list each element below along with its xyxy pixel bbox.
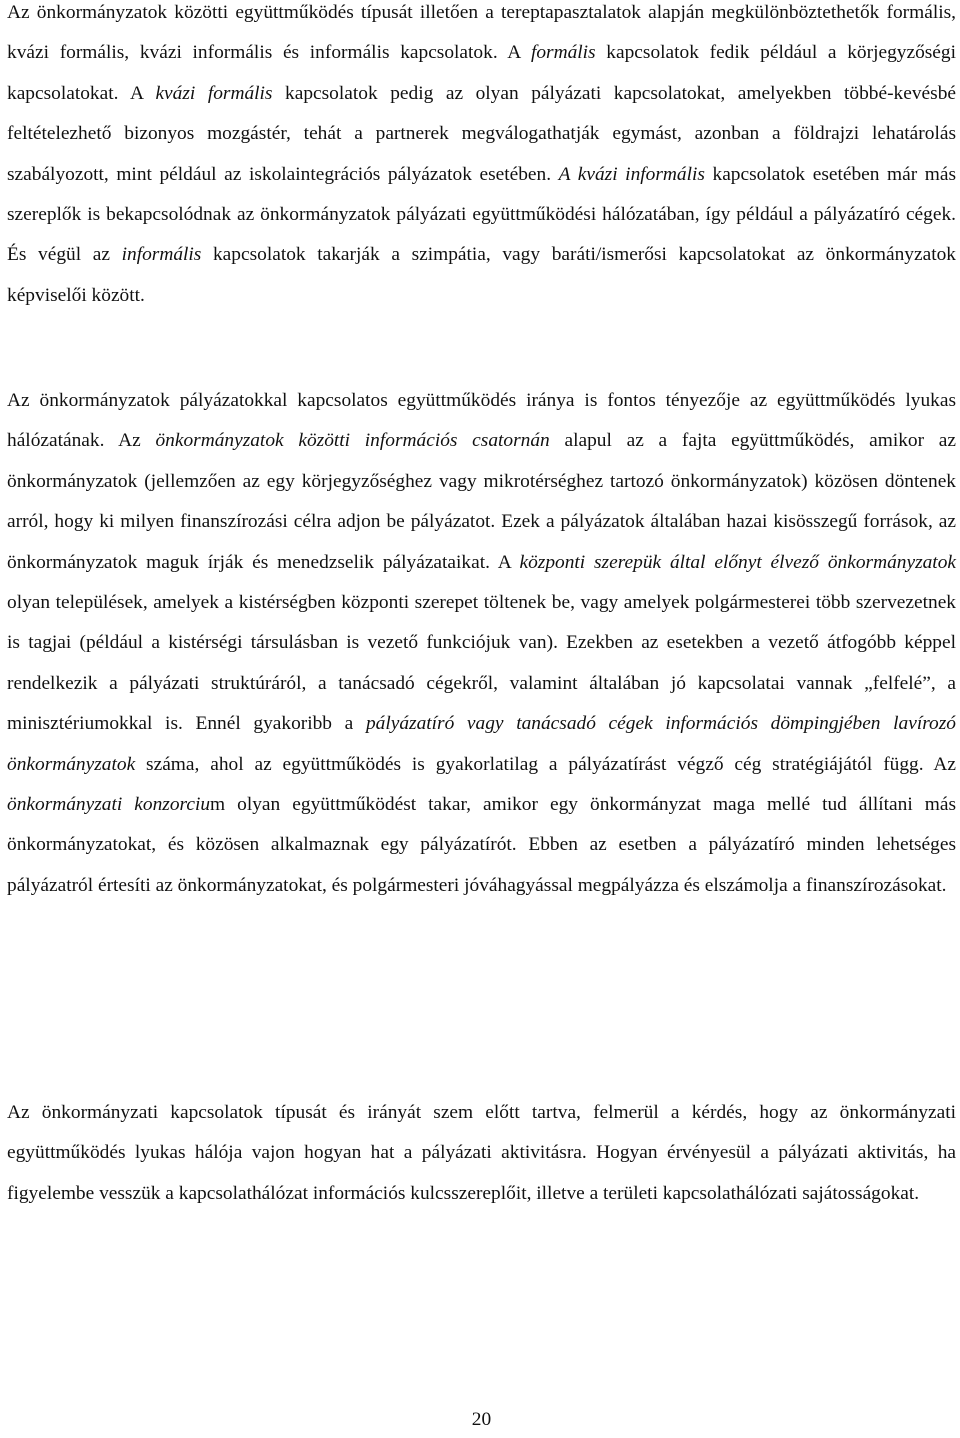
text-segment-italic: informális — [121, 244, 202, 266]
text-segment: száma, ahol az együttműködés is gyakorlatilag a pályázatírást végző cég stratégiájától függ. Az — [135, 753, 956, 775]
page-number: 20 — [471, 1409, 492, 1430]
text-segment: olyan települések, amelyek a kistérségben központi szerepet töltenek be, vagy amelyek polgármesterei több szervezetnek is tagjai (például a kistérségi társulásban is vezető funkciójuk van). Ezekben az esetekben a vezető átfogóbb képpel rendelkezik a pályázati struktúráról, a tanácsadó cégekről, valamint általában jó kapcsolatai vannak „felfelé”, a minisztériumokkal is. Ennél gyakoribb a — [7, 592, 956, 735]
text-segment: Az önkormányzati kapcsolatok típusát és irányát szem előtt tartva, felmerül a kérdés, hogy az önkormányzati együttműködés lyukas hálója vajon hogyan hat a pályázati aktivitásra. Hogyan érvényesül a pályázati aktivitás, ha figyelembe vesszük a kapcsolathálózat információs kulcsszereplőit, illetve a területi kapcsolathálózati sajátosságokat. — [7, 1102, 956, 1204]
text-segment-italic: kvázi formális — [155, 82, 273, 104]
text-segment-italic: pályázatíró vagy tanácsadó cégek információs dömpingjében lavírozó önkormányzatok — [7, 713, 956, 775]
text-segment: kapcsolatok pedig az olyan pályázati kapcsolatokat, amelyekben többé-kevésbé feltételezhető bizonyos mozgástér, tehát a partnerek megválogathatják egymást, azonban a földrajzi lehatárolás szabályozott, mint például az iskolaintegrációs pályázatok esetében. — [7, 82, 956, 185]
text-segment: Az önkormányzatok pályázatokkal kapcsolatos együttműködés iránya is fontos tényezője az együttműködés lyukas hálózatának. Az — [7, 390, 956, 452]
document-page — [7, 0, 956, 1438]
text-segment: Az önkormányzatok közötti együttműködés típusát illetően a tereptapasztalatok alapján megkülönböztethetők formális, kvázi formális, kvázi informális és informális kapcsolatok. A — [7, 2, 956, 64]
text-segment: kapcsolatok takarják a szimpátia, vagy baráti/ismerősi kapcsolatokat az önkormányzatok képviselői között. — [7, 244, 956, 306]
paragraph-cooperation-types — [7, 0, 956, 316]
text-segment-italic: A kvázi informális — [558, 163, 705, 185]
text-segment: m olyan együttműködést takar, amikor egy önkormányzat maga mellé tud állítani más önkormányzatokat, és közösen alkalmaznak egy pályázatírót. Ebben az esetben a pályázatíró minden lehetséges pályázatról értesíti az önkormányzatokat, és polgármesteri jóváhagyással megpályázza és elszámolja a finanszírozásokat. — [7, 794, 956, 896]
text-segment: kapcsolatok fedik például a körjegyzőségi kapcsolatokat. A — [7, 42, 956, 104]
paragraph-cooperation-direction — [7, 381, 956, 906]
text-segment: alapul az a fajta együttműködés, amikor az önkormányzatok (jellemzően az egy körjegyzőséghez vagy mikrotérséghez tartozó önkormányzatok) közösen döntenek arról, hogy ki milyen finanszírozási célra adjon be pályázatot. Ezek a pályázatok általában hazai kisösszegű források, az önkormányzatok maguk írják és menedzselik pályázataikat. A — [7, 430, 957, 573]
text-segment-italic: önkormányzati konzorciu — [7, 794, 211, 816]
paragraph-research-question — [7, 1093, 956, 1214]
text-segment: kapcsolatok esetében már más szereplők is bekapcsolódnak az önkormányzatok pályázati együttműködési hálózatában, így például a pályázatíró cégek. És végül az — [7, 163, 957, 266]
text-segment-italic: formális — [530, 42, 596, 64]
text-segment-italic: önkormányzatok közötti információs csatornán — [155, 430, 550, 452]
text-segment-italic: központi szerepük által előnyt élvező önkormányzatok — [519, 551, 956, 573]
